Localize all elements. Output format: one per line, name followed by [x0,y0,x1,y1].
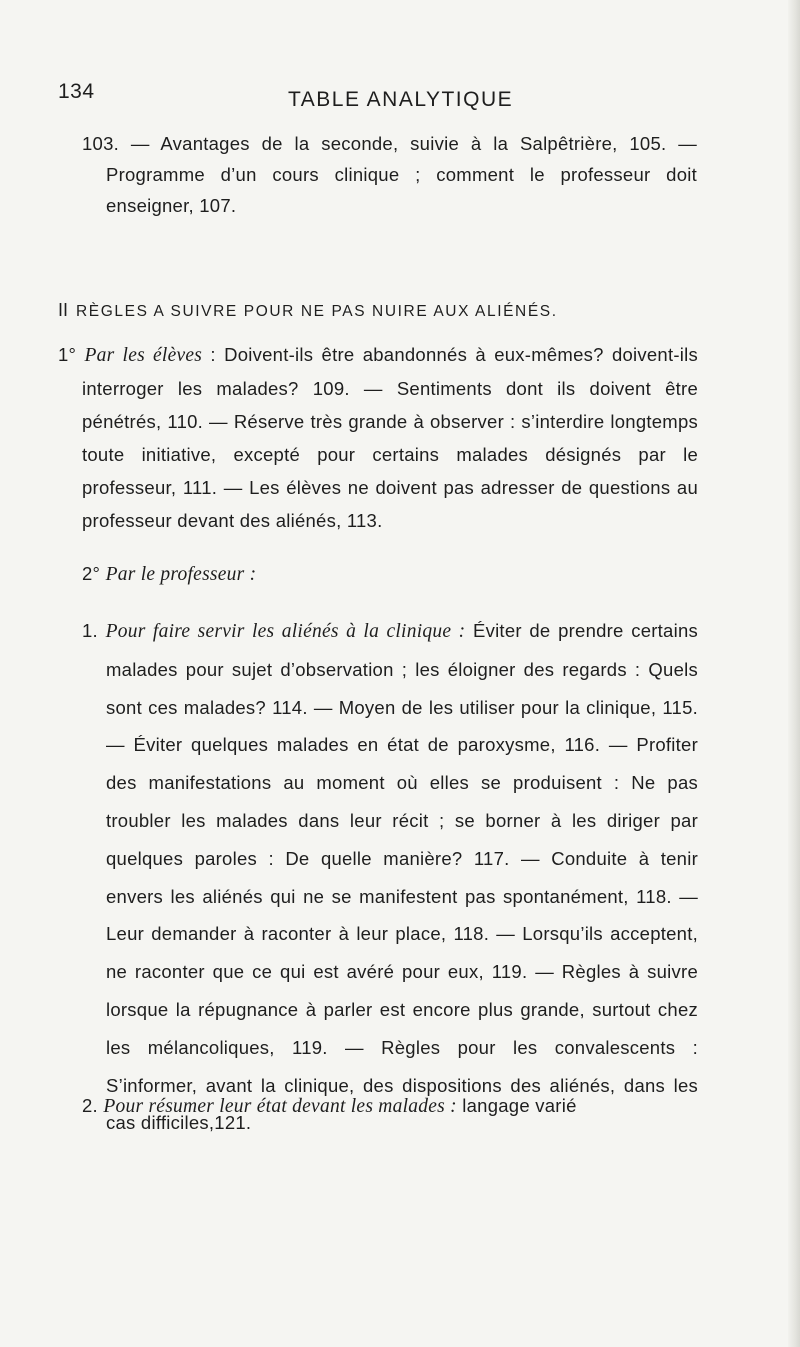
page-number: 134 [58,80,95,103]
entry-point-2-text: langage varié [456,1095,577,1116]
entry-eleves [58,338,698,537]
section-heading [58,300,558,321]
entry-point-1 [82,612,698,1142]
entry-professeur-label: 2° [82,563,101,584]
entry-point-2 [82,1090,722,1122]
entry-point-2-title: Pour résumer leur état devant les malades : [103,1096,457,1117]
page-edge [788,0,800,1347]
entry-103: 103. — Avantages de la seconde, suivie à la Salpêtrière, 105. — Programme d’un cours clinique ; comment le professeur doit enseigner, 107. [82,133,697,216]
entry-point-1-text: Éviter de prendre certains malades pour sujet d’observation ; les éloigner des regards : Quels sont ces malades? 114. — Moyen de les utiliser pour la clinique, 115.— Éviter quelques malades en état de paroxysme, 116. — Profiter des manifestations au moment où elles se produisent : Ne pas troubler les malades dans leur récit ; se borner à les diriger par quelques paroles : De quelle manière? 117. — Conduite à tenir envers les aliénés qui ne se manifestent pas spontanément, 118. — Leur demander à raconter à leur place, 118. — Lorsqu’ils acceptent, ne raconter que ce qui est avéré pour eux, 119. — Règles à suivre lorsque la répugnance à parler est encore plus grande, surtout chez les mélancoliques, 119. — Règles pour les convalescents : S’informer, avant la clinique, des dispositions des aliénés, dans les cas difficiles,121. [106,620,698,1134]
entry-point-1-label: 1. [82,620,98,641]
entry-point-2-label: 2. [82,1095,98,1116]
section-title: RÈGLES A SUIVRE POUR NE PAS NUIRE AUX ALIÉNÉS. [76,303,558,320]
entry-point-1-title: Pour faire servir les aliénés à la clinique : [105,621,466,642]
entry-professeur-title: Par le professeur : [105,564,257,585]
running-head: TABLE ANALYTIQUE [288,88,514,111]
entry-professeur [82,558,682,590]
entry-eleves-text: : Doivent-ils être abandonnés à eux-mêmes? doivent-ils interroger les malades? 109. — Sentiments dont ils doivent être pénétrés, 110. — Réserve très grande à observer : s’interdire longtemps toute initiative, excepté pour certains malades désignés par le professeur, 111. — Les élèves ne doivent pas adresser de questions au professeur devant des aliénés, 113. [82,344,698,531]
section-numeral: II [58,300,69,320]
entry-eleves-label: 1° [58,344,77,365]
entry-eleves-title: Par les élèves [84,345,203,366]
